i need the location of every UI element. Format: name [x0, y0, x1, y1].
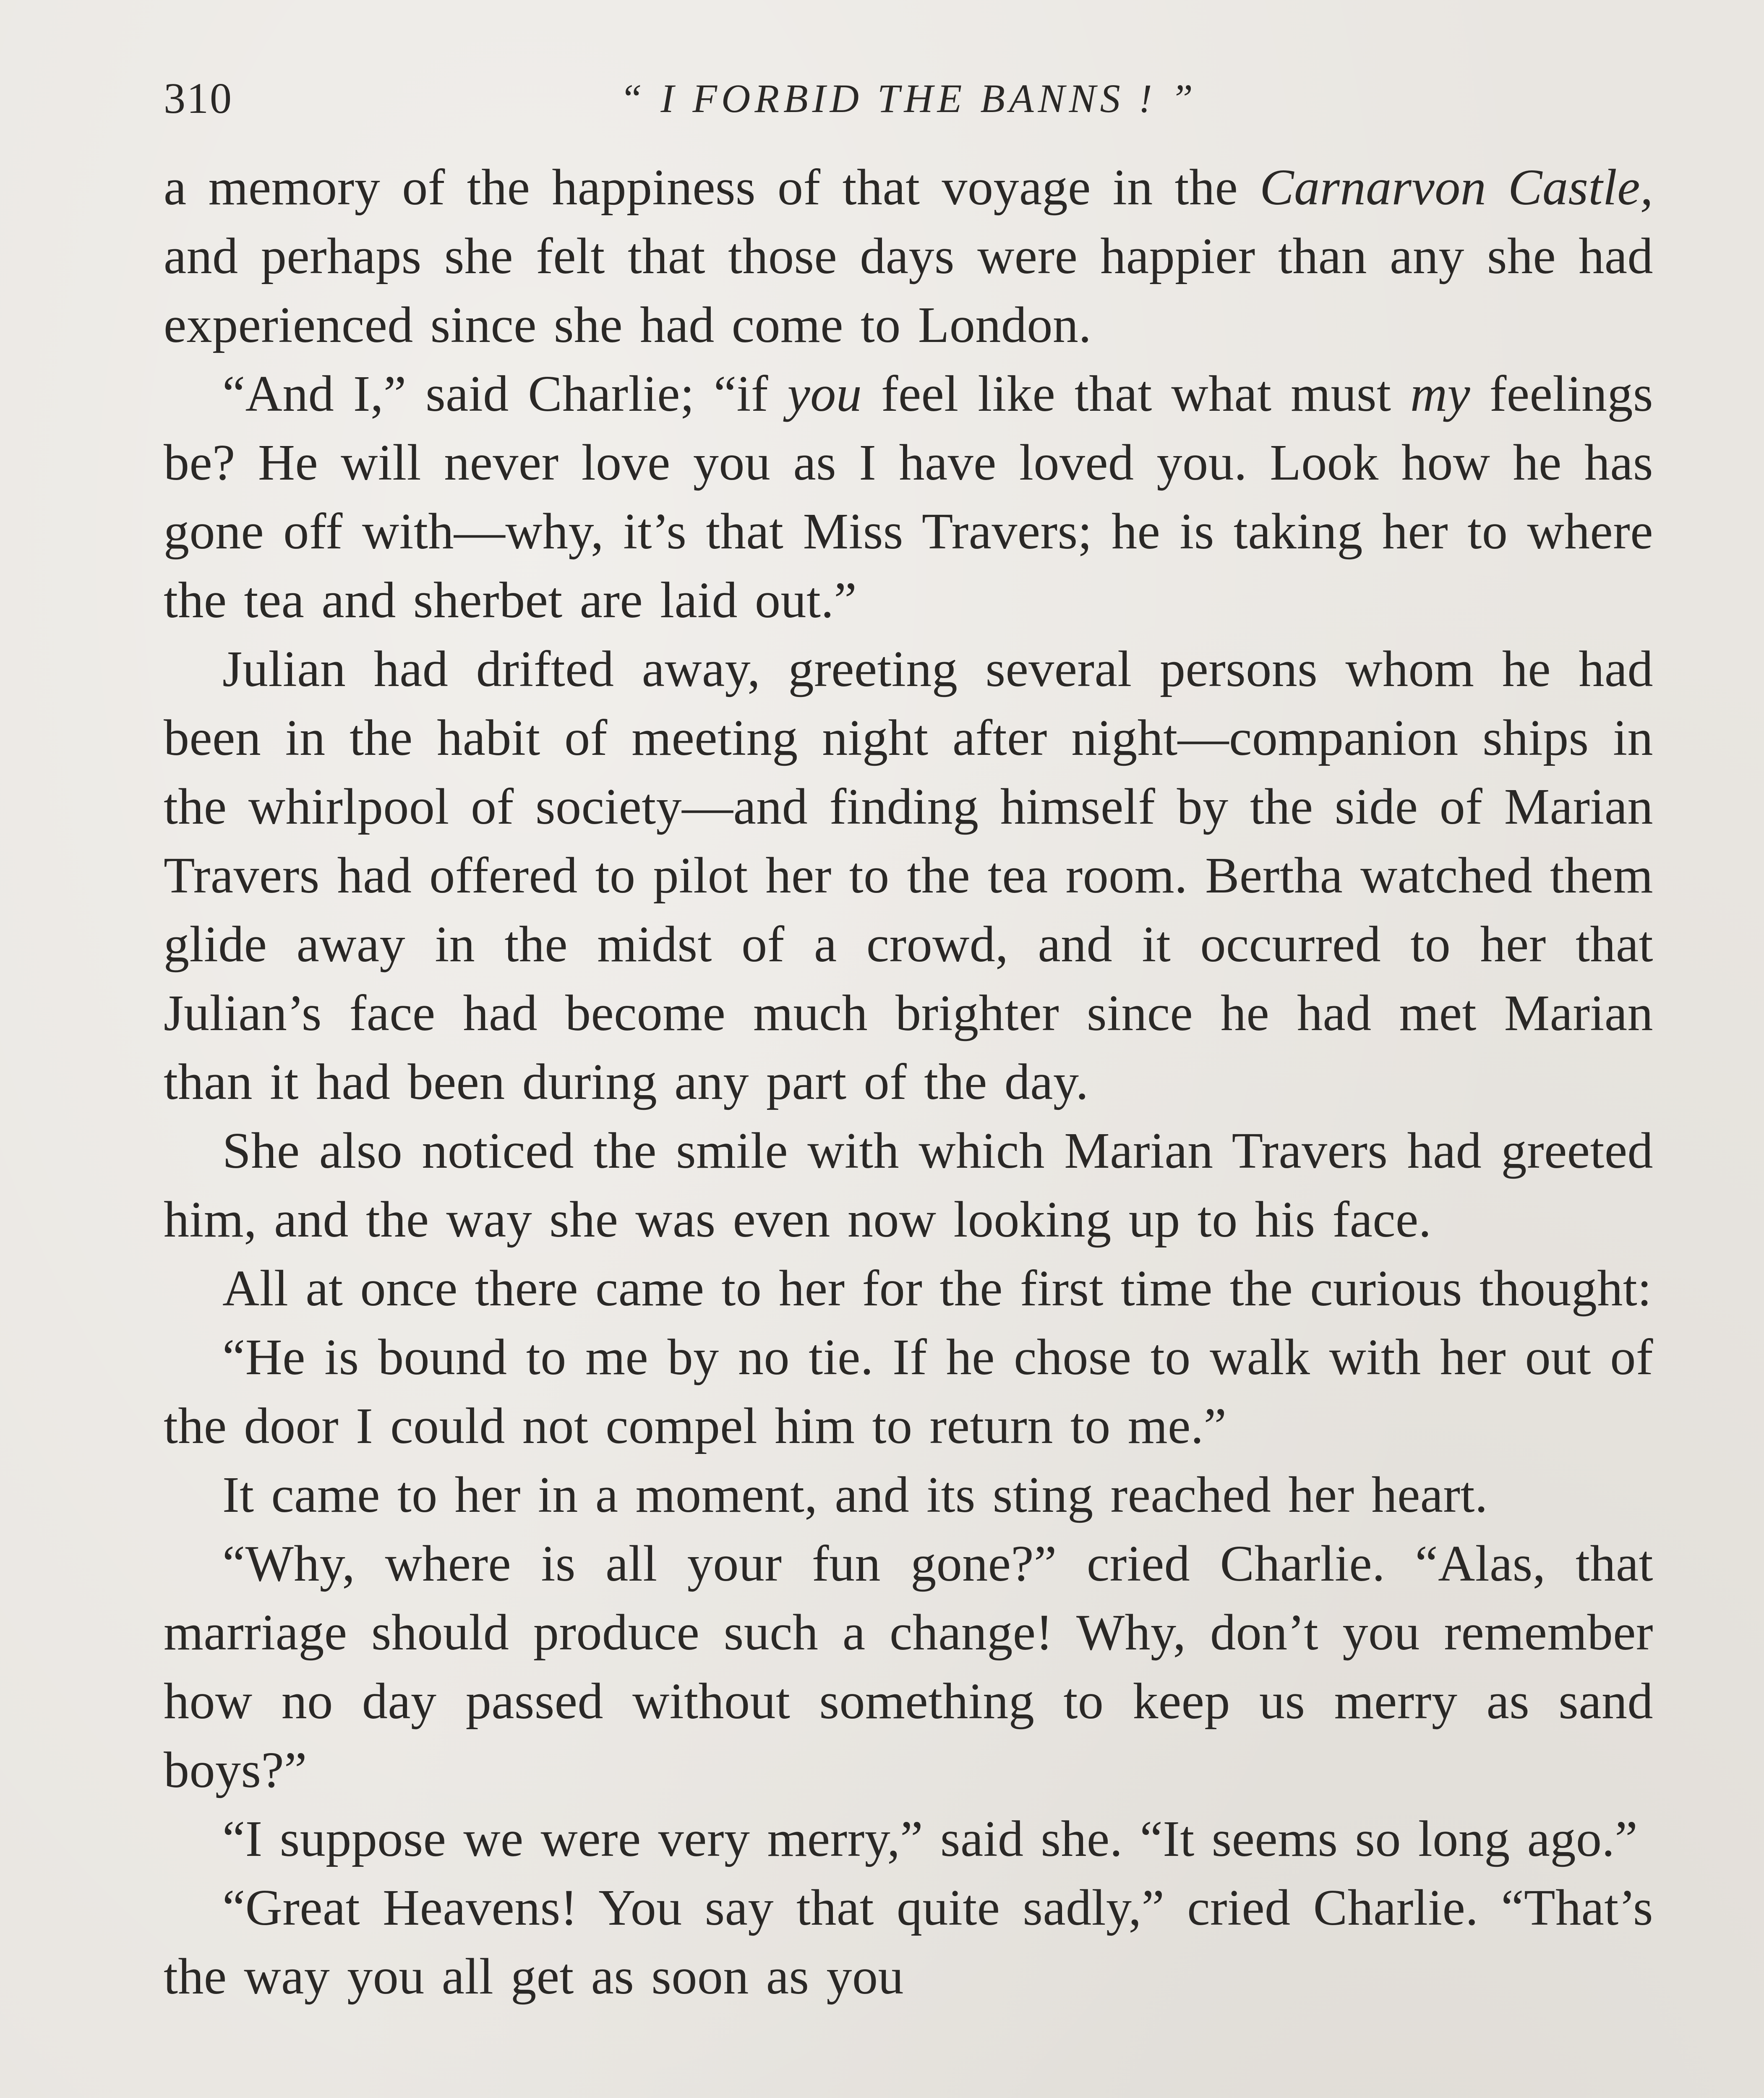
text-segment: “Great Heavens! You say that quite sadly,” cried Charlie. “That’s the way you all get as soon as you: [164, 1879, 1653, 2005]
paragraph: [164, 360, 1653, 635]
text-segment: She also noticed the smile with which Marian Travers had greeted him, and the way she was even now looking up to his face.: [164, 1122, 1653, 1248]
body-text: [164, 153, 1653, 2011]
paragraph: [164, 635, 1653, 1117]
paragraph: [164, 1874, 1653, 2011]
text-segment: “Why, where is all your fun gone?” cried Charlie. “Alas, that marriage should produce such a change! Why, don’t you remember how no day passed without something to keep us merry as sand boys?”: [164, 1535, 1653, 1798]
text-segment: “I suppose we were very merry,” said she. “It seems so long ago.”: [222, 1811, 1638, 1867]
running-head: [164, 63, 1653, 134]
paragraph: [164, 1461, 1653, 1529]
italic-text: you: [787, 365, 862, 422]
text-segment: “He is bound to me by no tie. If he chose to walk with her out of the door I could not compel him to return to me.”: [164, 1329, 1653, 1454]
text-segment: and perhaps she felt that those days were happier than any she had experienced since she had come to London.: [164, 228, 1653, 353]
paragraph: [164, 1254, 1653, 1323]
text-segment: feel like that what must: [862, 365, 1410, 422]
text-segment: All at once there came to her for the first time the curious thought:: [222, 1260, 1652, 1317]
paragraph: [164, 153, 1653, 360]
paragraph: [164, 1529, 1653, 1805]
paragraph: [164, 1323, 1653, 1461]
text-segment: It came to her in a moment, and its sting reached her heart.: [222, 1467, 1488, 1523]
text-segment: “And I,” said Charlie; “if: [222, 365, 788, 422]
page-number: 310: [164, 74, 233, 123]
book-page: [164, 63, 1653, 2011]
text-segment: a memory of the happiness of that voyage in the: [164, 159, 1260, 216]
text-segment: feelings be? He will never love you as I have loved you. Look how he has gone off with—why, it’s that Miss Travers; he is taking her to where the tea and sherbet are laid out.”: [164, 365, 1653, 629]
italic-text: my: [1410, 365, 1471, 422]
chapter-title: “ I FORBID THE BANNS ! ”: [620, 76, 1197, 121]
paragraph: [164, 1117, 1653, 1254]
italic-text: Carnarvon Castle,: [1260, 159, 1653, 216]
text-segment: Julian had drifted away, greeting several persons whom he had been in the habit of meeting night after night—companion ships in the whirlpool of society—and finding himself by the side of Marian Travers had offered to pilot her to the tea room. Bertha watched them glide away in the midst of a crowd, and it occurred to her that Julian’s face had become much brighter since he had met Marian than it had been during any part of the day.: [164, 641, 1653, 1110]
paragraph: [164, 1805, 1653, 1874]
